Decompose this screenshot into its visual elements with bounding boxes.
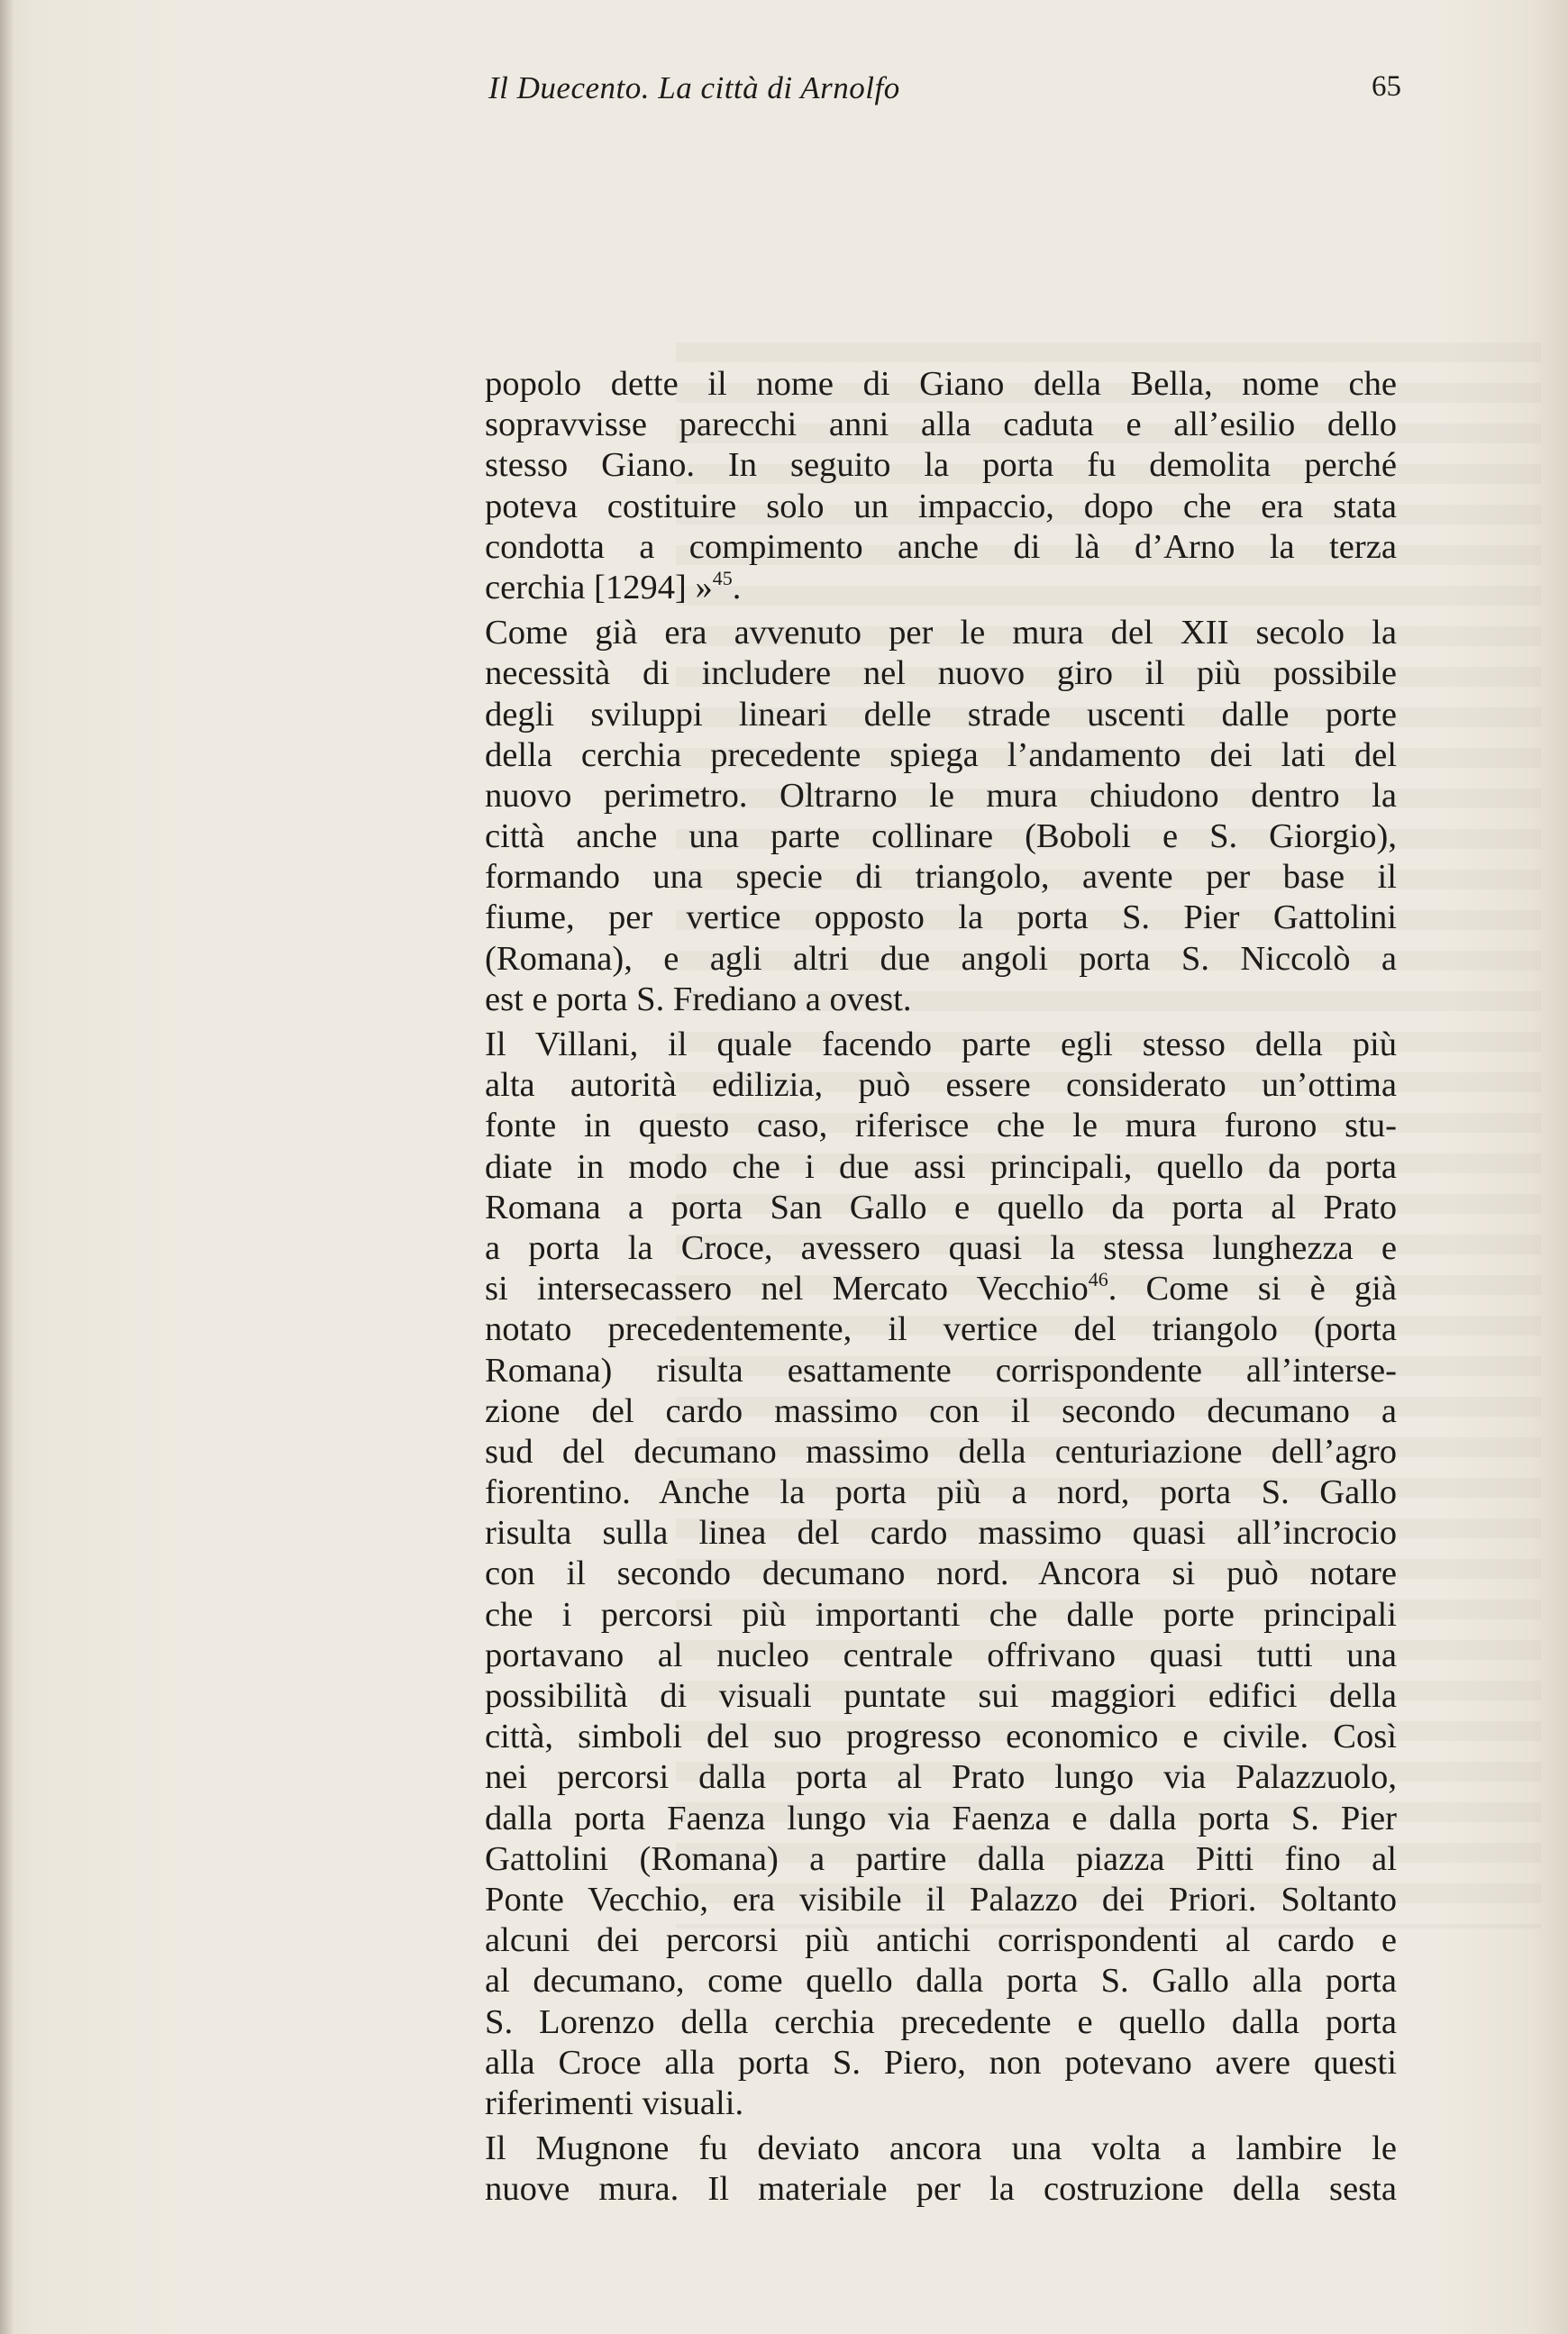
- text-line: alta autorità edilizia, può essere considerato un’ottima: [485, 1066, 1397, 1105]
- text-line: est e porta S. Frediano a ovest.: [485, 980, 912, 1018]
- line-text: . Come si è già: [1108, 1270, 1397, 1308]
- text-line: [485, 1269, 1397, 1309]
- text-line: Gattolini (Romana) a partire dalla piazza Pitti fino al: [485, 1839, 1397, 1878]
- text-line: nuove mura. Il materiale per la costruzione della sesta: [485, 2170, 1397, 2209]
- text-line: nei percorsi dalla porta al Prato lungo via Palazzuolo,: [485, 1758, 1397, 1797]
- footnote-ref: 45: [712, 566, 733, 589]
- text-line: diate in modo che i due assi principali, quello da porta: [485, 1147, 1397, 1186]
- text-line: risulta sulla linea del cardo massimo quasi all’incrocio: [485, 1514, 1397, 1553]
- page-binding-edge: [0, 0, 13, 2334]
- running-head: Il Duecento. La città di Arnolfo: [488, 70, 900, 105]
- text-line: della cerchia precedente spiega l’andamento dei lati del: [485, 735, 1397, 774]
- line-text: si intersecassero nel Mercato Vecchio: [485, 1270, 1089, 1308]
- page-number: 65: [1372, 70, 1401, 103]
- text-line: S. Lorenzo della cerchia precedente e quello dalla porta: [485, 2002, 1397, 2041]
- text-line: Ponte Vecchio, era visibile il Palazzo dei Priori. Soltanto: [485, 1880, 1397, 1919]
- body-text: [485, 364, 1397, 2210]
- line-text: .: [732, 568, 742, 606]
- text-line: riferimenti visuali.: [485, 2083, 744, 2122]
- text-line: fonte in questo caso, riferisce che le mura furono stu-: [485, 1107, 1397, 1145]
- text-line: Il Villani, il quale facendo parte egli stesso della più: [485, 1026, 1397, 1063]
- text-line: Il Mugnone fu deviato ancora una volta a lambire le: [485, 2129, 1397, 2168]
- text-line: alla Croce alla porta S. Piero, non potevano avere questi: [485, 2043, 1397, 2082]
- footnote-ref: 46: [1088, 1268, 1108, 1291]
- text-line: poteva costituire solo un impaccio, dopo che era stata: [485, 487, 1397, 525]
- text-line: Come già era avvenuto per le mura del XII secolo la: [485, 614, 1397, 652]
- text-line: stesso Giano. In seguito la porta fu demolita perché: [485, 446, 1397, 485]
- line-text: cerchia [1294] »: [485, 568, 713, 606]
- text-line: condotta a compimento anche di là d’Arno la terza: [485, 527, 1397, 566]
- text-line: degli sviluppi lineari delle strade uscenti dalle porte: [485, 695, 1397, 734]
- text-line: dalla porta Faenza lungo via Faenza e dalla porta S. Pier: [485, 1799, 1397, 1837]
- text-line: necessità di includere nel nuovo giro il più possibile: [485, 654, 1397, 693]
- text-line: formando una specie di triangolo, avente per base il: [485, 858, 1397, 897]
- text-line: nuovo perimetro. Oltrarno le mura chiudono dentro la: [485, 776, 1397, 815]
- text-line: notato precedentemente, il vertice del triangolo (porta: [485, 1310, 1397, 1349]
- text-line: a porta la Croce, avessero quasi la stessa lunghezza e: [485, 1228, 1397, 1267]
- text-line: città anche una parte collinare (Boboli e S. Giorgio),: [485, 817, 1397, 856]
- text-line: [485, 568, 1397, 608]
- text-line: Romana a porta San Gallo e quello da porta al Prato: [485, 1188, 1397, 1226]
- text-line: (Romana), e agli altri due angoli porta S. Niccolò a: [485, 939, 1397, 978]
- text-line: sud del decumano massimo della centuriazione dell’agro: [485, 1432, 1397, 1471]
- text-line: possibilità di visuali puntate sui maggiori edifici della: [485, 1677, 1397, 1715]
- text-line: sopravvisse parecchi anni alla caduta e all’esilio dello: [485, 406, 1397, 444]
- text-line: città, simboli del suo progresso economico e civile. Così: [485, 1718, 1397, 1756]
- text-line: zione del cardo massimo con il secondo decumano a: [485, 1391, 1397, 1430]
- text-line: Romana) risulta esattamente corrispondente all’interse-: [485, 1351, 1397, 1390]
- text-line: fiorentino. Anche la porta più a nord, porta S. Gallo: [485, 1473, 1397, 1512]
- text-line: con il secondo decumano nord. Ancora si può notare: [485, 1554, 1397, 1593]
- text-line: che i percorsi più importanti che dalle porte principali: [485, 1595, 1397, 1634]
- text-line: fiume, per vertice opposto la porta S. Pier Gattolini: [485, 898, 1397, 937]
- text-line: portavano al nucleo centrale offrivano quasi tutti una: [485, 1636, 1397, 1674]
- text-line: al decumano, come quello dalla porta S. Gallo alla porta: [485, 1962, 1397, 2001]
- text-line: popolo dette il nome di Giano della Bella, nome che: [485, 365, 1397, 403]
- text-line: alcuni dei percorsi più antichi corrispondenti al cardo e: [485, 1921, 1397, 1960]
